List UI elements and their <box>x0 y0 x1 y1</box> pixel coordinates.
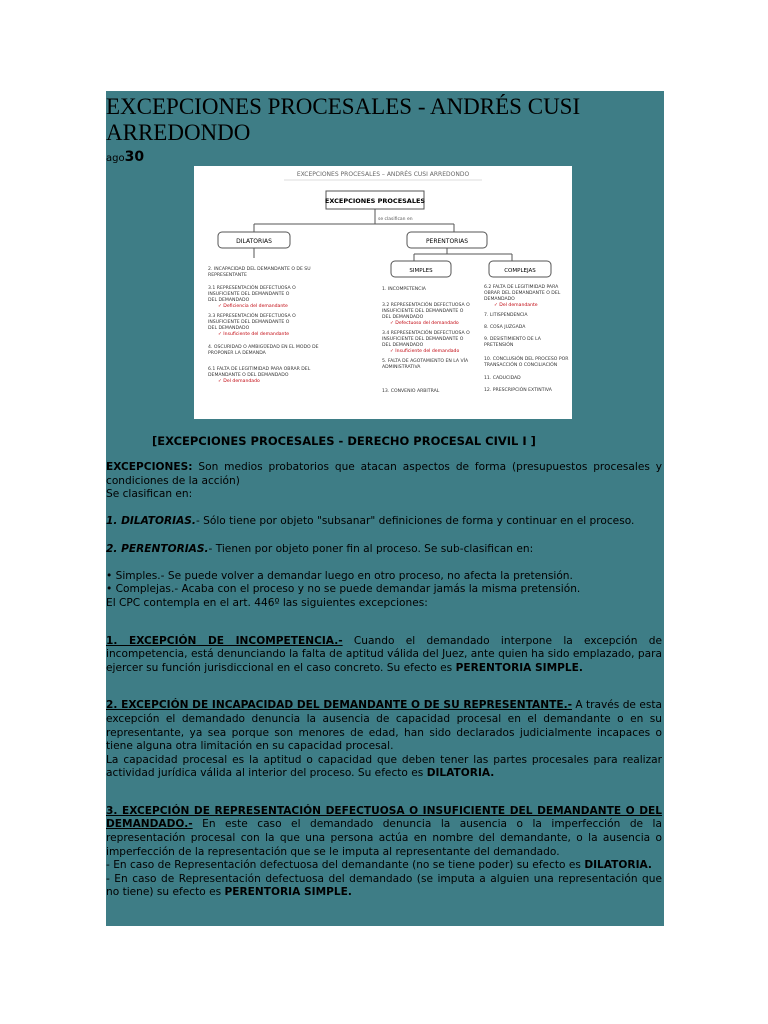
map-dilatorias-item: INSUFICIENTE DEL DEMANDANTE O <box>208 292 290 297</box>
post-date <box>106 149 144 165</box>
map-complejas-item: 11. CADUCIDAD <box>484 376 521 381</box>
map-simples-item: ADMINISTRATIVA <box>382 365 421 370</box>
map-simples-item: DEL DEMANDADO <box>382 343 424 348</box>
map-simples-item: 3.4 REPRESENTACIÓN DEFECTUOSA O <box>382 331 470 336</box>
map-simples: SIMPLES <box>409 268 433 274</box>
map-dilatorias-item: DEMANDANTE O DEL DEMANDADO <box>208 373 289 378</box>
document-body <box>106 461 662 900</box>
concept-map-image <box>194 166 572 419</box>
map-complejas-item: 8. COSA JUZGADA <box>484 325 526 330</box>
map-dilatorias-item: INSUFICIENTE DEL DEMANDANTE O <box>208 320 290 325</box>
document-panel <box>106 91 664 926</box>
section-heading: [EXCEPCIONES PROCESALES - DERECHO PROCESAL CIVIL I ] <box>152 434 536 448</box>
map-dilatorias-item: PROPONER LA DEMANDA <box>208 351 266 356</box>
excepciones-paragraph: EXCEPCIONES: Son medios probatorios que atacan aspectos de forma (presupuestos procesales y condiciones de la acción) <box>106 461 662 487</box>
map-simples-item: INSUFICIENTE DEL DEMANDANTE O <box>382 337 464 342</box>
exception-3-demandante: - En caso de Representación defectuosa del demandante (no se tiene poder) su efecto es DILATORIA. <box>106 859 652 872</box>
map-simples-item: 3.2 REPRESENTACIÓN DEFECTUOSA O <box>382 303 470 308</box>
map-complejas-item: PRETENSIÓN <box>484 343 514 348</box>
map-red-note: ✓ Insuficiente del demandante <box>218 332 290 337</box>
map-red-note: ✓ Del demandante <box>494 303 538 308</box>
map-dilatorias-item: REPRESENTANTE <box>208 273 247 278</box>
dilatorias-paragraph: 1. DILATORIAS.- Sólo tiene por objeto "subsanar" definiciones de forma y continuar en el proceso. <box>106 515 635 528</box>
clasifican-line: Se clasifican en: <box>106 488 193 501</box>
exception-3: 3. EXCEPCIÓN DE REPRESENTACIÓN DEFECTUOSA O INSUFICIENTE DEL DEMANDANTE O DEL DEMANDADO.- En este caso el demandado denuncia la ausencia o la imperfección de la representación procesal con la que una persona actúa en nombre del demandante, o la ausencia o imperfección de la representación que se le imputa al representante del demandado. <box>106 804 662 858</box>
cpc-line: El CPC contempla en el art. 446º las siguientes excepciones: <box>106 596 428 609</box>
map-dilatorias-item: 4. OSCURIDAD O AMBIGÜEDAD EN EL MODO DE <box>208 345 319 350</box>
map-dilatorias-item: 3.1 REPRESENTACIÓN DEFECTUOSA O <box>208 286 296 291</box>
map-header: EXCEPCIONES PROCESALES – ANDRÉS CUSI ARREDONDO <box>296 171 470 178</box>
map-simples-item: 5. FALTA DE AGOTAMIENTO EN LA VÍA <box>382 359 469 364</box>
perentorias-paragraph: 2. PERENTORIAS.- Tienen por objeto poner fin al proceso. Se sub-clasifican en: <box>106 542 534 555</box>
exception-2: 2. EXCEPCIÓN DE INCAPACIDAD DEL DEMANDANTE O DE SU REPRESENTANTE.- A través de esta excepción el demandado denuncia la ausencia de capacidad procesal en el demandante o en su representante, ya sea porque son menores de edad, han sido declarados judicialmente incapaces o tiene alguna otra limitación en su capacidad procesal. <box>106 699 662 753</box>
map-classify: se clasifican en <box>378 217 413 222</box>
map-complejas-item: 6.2 FALTA DE LEGITIMIDAD PARA <box>484 285 559 290</box>
map-dilatorias-item: 2. INCAPACIDAD DEL DEMANDANTE O DE SU <box>208 267 311 272</box>
map-complejas-item: 9. DESISTIMIENTO DE LA <box>484 337 541 342</box>
map-complejas-item: OBRAR DEL DEMANDANTE O DEL <box>484 291 561 296</box>
map-complejas-item: 10. CONCLUSIÓN DEL PROCESO POR <box>484 357 569 362</box>
date-day: 30 <box>124 149 145 165</box>
map-simples-item: DEL DEMANDADO <box>382 315 424 320</box>
exception-3-demandado: - En caso de Representación defectuosa del demandado (se imputa a alguien una representación que no tiene) su efecto es PERENTORIA SIMPLE. <box>106 872 662 899</box>
map-red-note: ✓ Insuficiente del demandado <box>390 349 460 354</box>
map-dilatorias-item: 6.1 FALTA DE LEGITIMIDAD PARA OBRAR DEL <box>208 367 311 372</box>
map-simples-item: 13. CONVENIO ARBITRAL <box>382 389 440 394</box>
map-dilatorias-item: 3.3 REPRESENTACIÓN DEFECTUOSA O <box>208 314 296 319</box>
map-perentorias: PERENTORIAS <box>425 238 469 245</box>
map-complejas: COMPLEJAS <box>504 268 536 274</box>
exception-1: 1. EXCEPCIÓN DE INCOMPETENCIA.- Cuando el demandado interpone la excepción de incompetencia, está denunciando la falta de aptitud válida del Juez, ante quien ha sido emplazado, para ejercer su función jurisdiccional en el caso concreto. Su efecto es PERENTORIA SIMPLE. <box>106 634 663 674</box>
map-complejas-item: DEMANDADO <box>484 297 515 302</box>
map-simples-item: 1. INCOMPETENCIA <box>382 287 426 292</box>
date-month: ago <box>106 153 125 164</box>
map-dilatorias-item: DEL DEMANDADO <box>208 298 250 303</box>
map-dilatorias-item: DEL DEMANDADO <box>208 326 250 331</box>
page-title: EXCEPCIONES PROCESALES - ANDRÉS CUSI ARREDONDO <box>106 94 581 145</box>
map-red-note: ✓ Del demandado <box>218 379 260 384</box>
exception-2-capacidad: La capacidad procesal es la aptitud o capacidad que deben tener las partes procesales para realizar actividad jurídica válida al interior del proceso. Su efecto es DILATORIA. <box>106 753 662 780</box>
map-complejas-item: 12. PRESCRIPCIÓN EXTINTIVA <box>484 388 552 393</box>
map-simples-item: INSUFICIENTE DEL DEMANDANTE O <box>382 309 464 314</box>
map-root: EXCEPCIONES PROCESALES <box>324 197 426 205</box>
map-red-note: ✓ Deficiencia del demandante <box>218 304 288 309</box>
map-dilatorias: DILATORIAS <box>236 238 272 245</box>
map-complejas-item: 7. LITISPENDENCIA <box>484 313 528 318</box>
map-complejas-item: TRANSACCIÓN O CONCILIACIÓN <box>484 363 558 368</box>
simples-bullet: • Simples.- Se puede volver a demandar luego en otro proceso, no afecta la pretensión. <box>106 569 573 582</box>
complejas-bullet: • Complejas.- Acaba con el proceso y no se puede demandar jamás la misma pretensión. <box>106 583 581 596</box>
map-red-note: ✓ Defectuoso del demandado <box>390 321 459 326</box>
